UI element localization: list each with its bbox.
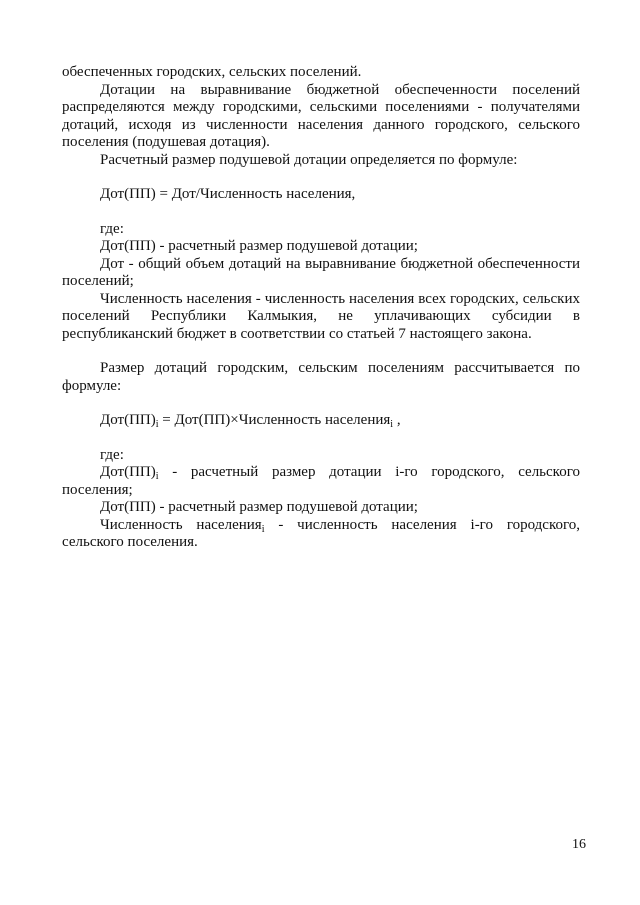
body-text xyxy=(62,0,580,552)
definition-population: Численность населения - численность населения всех городских, сельских поселений Республики Калмыкия, не уплачивающих субсидии в республиканский бюджет в соответствии со статьей 7 настоящего закона. xyxy=(62,290,580,342)
definition-dot: Дот - общий объем дотаций на выравнивание бюджетной обеспеченности поселений; xyxy=(62,255,580,289)
formula-per-capita: Дот(ПП) = Дот/Численность населения, xyxy=(100,186,356,202)
paragraph-size-intro: Размер дотаций городским, сельским поселениям рассчитывается по формуле: xyxy=(62,360,580,394)
where-label-2: где: xyxy=(100,446,124,463)
formula-settlement-dotation: $Дот(ПП)_i$ = Дот(ПП)×Численность населения$_i$ , xyxy=(100,412,401,430)
definition-dot-pp-i: $Дот(ПП)_i$ - расчетный размер дотации i-го городского, сельского поселения; xyxy=(62,464,580,498)
paragraph-continuation: обеспеченных городских, сельских поселений. xyxy=(62,64,362,80)
where-label: где: xyxy=(100,220,124,237)
page-number: 16 xyxy=(572,837,586,852)
paragraph-formula-intro: Расчетный размер подушевой дотации определяется по формуле: xyxy=(100,151,518,168)
definition-dot-pp-2: Дот(ПП) - расчетный размер подушевой дотации; xyxy=(100,499,418,515)
paragraph-dotations-distribution: Дотации на выравнивание бюджетной обеспеченности поселений распределяются между городскими, сельскими поселениями - получателями дотаций, исходя из численности населения данного городского, сельского поселения (подушевая дотация). xyxy=(62,81,580,150)
definition-dot-pp: Дот(ПП) - расчетный размер подушевой дотации; xyxy=(100,238,418,254)
definition-population-i: Численность населения$_i$ - численность населения i-го городского, сельского поселения. xyxy=(62,516,581,550)
